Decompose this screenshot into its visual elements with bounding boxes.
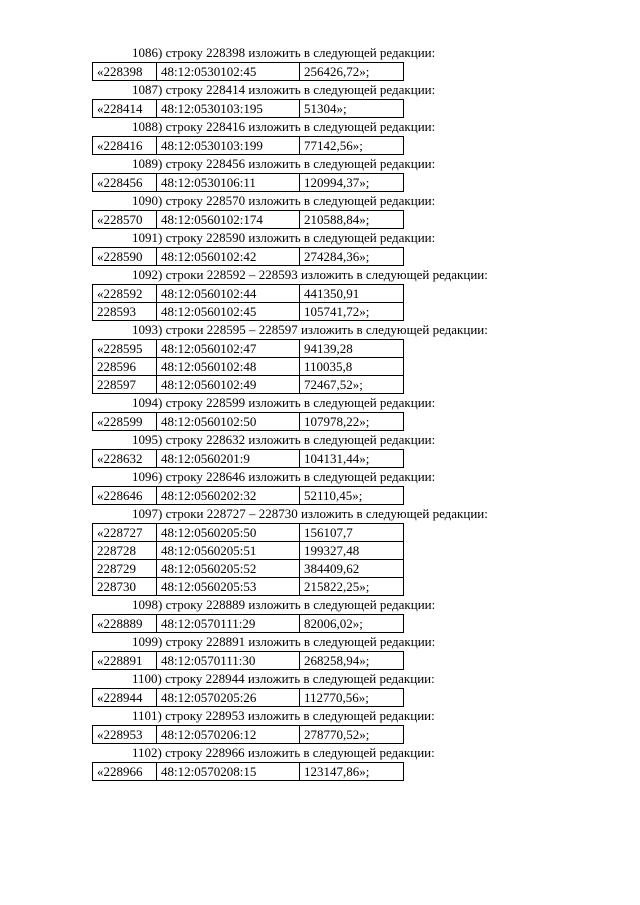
table-row [93, 652, 404, 670]
row-number-cell: «228889 [93, 615, 157, 633]
table-row [93, 487, 404, 505]
table-row [93, 524, 404, 542]
row-number-cell: «228414 [93, 100, 157, 118]
document-page [92, 44, 552, 781]
cadastral-number-cell: 48:12:0560205:51 [157, 542, 300, 560]
amendment-heading: 1095) строку 228632 изложить в следующей редакции: [132, 432, 436, 447]
cadastral-number-cell: 48:12:0530106:11 [157, 174, 300, 192]
amendment-table [92, 210, 404, 229]
row-number-cell: 228730 [93, 578, 157, 596]
amendment-heading: 1100) строку 228944 изложить в следующей редакции: [132, 671, 435, 686]
amendment-table [92, 412, 404, 431]
value-cell: 441350,91 [300, 285, 404, 303]
value-cell: 123147,86»; [300, 763, 404, 781]
amendment-heading: 1092) строки 228592 – 228593 изложить в следующей редакции: [132, 267, 488, 282]
table-row [93, 560, 404, 578]
value-cell: 77142,56»; [300, 137, 404, 155]
table-row [93, 578, 404, 596]
cadastral-number-cell: 48:12:0560205:50 [157, 524, 300, 542]
cadastral-number-cell: 48:12:0560102:50 [157, 413, 300, 431]
amendment-heading: 1096) строку 228646 изложить в следующей редакции: [132, 469, 436, 484]
cadastral-number-cell: 48:12:0530103:199 [157, 137, 300, 155]
row-number-cell: «228632 [93, 450, 157, 468]
row-number-cell: 228729 [93, 560, 157, 578]
row-number-cell: «228570 [93, 211, 157, 229]
amendment-heading: 1090) строку 228570 изложить в следующей редакции: [132, 193, 436, 208]
table-row [93, 211, 404, 229]
row-number-cell: «228891 [93, 652, 157, 670]
amendment-table [92, 99, 404, 118]
value-cell: 268258,94»; [300, 652, 404, 670]
value-cell: 112770,56»; [300, 689, 404, 707]
value-cell: 199327,48 [300, 542, 404, 560]
row-number-cell: «228398 [93, 63, 157, 81]
cadastral-number-cell: 48:12:0560102:44 [157, 285, 300, 303]
amendment-table [92, 486, 404, 505]
amendment-heading: 1094) строку 228599 изложить в следующей редакции: [132, 395, 436, 410]
cadastral-number-cell: 48:12:0570208:15 [157, 763, 300, 781]
value-cell: 274284,36»; [300, 248, 404, 266]
cadastral-number-cell: 48:12:0560102:49 [157, 376, 300, 394]
amendment-table [92, 62, 404, 81]
value-cell: 82006,02»; [300, 615, 404, 633]
row-number-cell: «228727 [93, 524, 157, 542]
amendment-heading: 1089) строку 228456 изложить в следующей редакции: [132, 156, 436, 171]
amendment-table [92, 614, 404, 633]
value-cell: 94139,28 [300, 340, 404, 358]
value-cell: 52110,45»; [300, 487, 404, 505]
cadastral-number-cell: 48:12:0560205:53 [157, 578, 300, 596]
value-cell: 278770,52»; [300, 726, 404, 744]
table-row [93, 248, 404, 266]
value-cell: 72467,52»; [300, 376, 404, 394]
row-number-cell: «228966 [93, 763, 157, 781]
cadastral-number-cell: 48:12:0560205:52 [157, 560, 300, 578]
cadastral-number-cell: 48:12:0560102:48 [157, 358, 300, 376]
amendment-table [92, 523, 404, 596]
amendment-table [92, 725, 404, 744]
row-number-cell: 228593 [93, 303, 157, 321]
amendment-heading: 1101) строку 228953 изложить в следующей редакции: [132, 708, 435, 723]
row-number-cell: «228646 [93, 487, 157, 505]
value-cell: 107978,22»; [300, 413, 404, 431]
value-cell: 215822,25»; [300, 578, 404, 596]
row-number-cell: «228599 [93, 413, 157, 431]
table-row [93, 303, 404, 321]
cadastral-number-cell: 48:12:0570205:26 [157, 689, 300, 707]
table-row [93, 63, 404, 81]
row-number-cell: «228953 [93, 726, 157, 744]
table-row [93, 689, 404, 707]
table-row [93, 100, 404, 118]
table-row [93, 285, 404, 303]
value-cell: 104131,44»; [300, 450, 404, 468]
value-cell: 384409,62 [300, 560, 404, 578]
row-number-cell: «228595 [93, 340, 157, 358]
amendment-table [92, 651, 404, 670]
amendment-heading: 1093) строки 228595 – 228597 изложить в следующей редакции: [132, 322, 488, 337]
cadastral-number-cell: 48:12:0570111:29 [157, 615, 300, 633]
amendment-table [92, 449, 404, 468]
amendment-heading: 1087) строку 228414 изложить в следующей редакции: [132, 82, 436, 97]
cadastral-number-cell: 48:12:0560201:9 [157, 450, 300, 468]
row-number-cell: 228596 [93, 358, 157, 376]
cadastral-number-cell: 48:12:0570206:12 [157, 726, 300, 744]
amendment-table [92, 284, 404, 321]
amendment-heading: 1098) строку 228889 изложить в следующей редакции: [132, 597, 436, 612]
value-cell: 120994,37»; [300, 174, 404, 192]
value-cell: 156107,7 [300, 524, 404, 542]
amendment-heading: 1088) строку 228416 изложить в следующей редакции: [132, 119, 436, 134]
amendment-heading: 1091) строку 228590 изложить в следующей редакции: [132, 230, 436, 245]
row-number-cell: 228728 [93, 542, 157, 560]
table-row [93, 450, 404, 468]
cadastral-number-cell: 48:12:0530102:45 [157, 63, 300, 81]
cadastral-number-cell: 48:12:0560102:47 [157, 340, 300, 358]
table-row [93, 763, 404, 781]
row-number-cell: 228597 [93, 376, 157, 394]
table-row [93, 340, 404, 358]
amendment-heading: 1086) строку 228398 изложить в следующей редакции: [132, 45, 436, 60]
amendment-heading: 1102) строку 228966 изложить в следующей редакции: [132, 745, 435, 760]
cadastral-number-cell: 48:12:0560102:174 [157, 211, 300, 229]
table-row [93, 413, 404, 431]
row-number-cell: «228592 [93, 285, 157, 303]
amendment-table [92, 762, 404, 781]
amendment-table [92, 339, 404, 394]
value-cell: 110035,8 [300, 358, 404, 376]
row-number-cell: «228590 [93, 248, 157, 266]
table-row [93, 137, 404, 155]
row-number-cell: «228944 [93, 689, 157, 707]
amendment-heading: 1097) строки 228727 – 228730 изложить в следующей редакции: [132, 506, 488, 521]
cadastral-number-cell: 48:12:0560102:45 [157, 303, 300, 321]
amendment-heading: 1099) строку 228891 изложить в следующей редакции: [132, 634, 436, 649]
cadastral-number-cell: 48:12:0560102:42 [157, 248, 300, 266]
table-row [93, 726, 404, 744]
cadastral-number-cell: 48:12:0560202:32 [157, 487, 300, 505]
value-cell: 51304»; [300, 100, 404, 118]
table-row [93, 542, 404, 560]
cadastral-number-cell: 48:12:0530103:195 [157, 100, 300, 118]
value-cell: 256426,72»; [300, 63, 404, 81]
cadastral-number-cell: 48:12:0570111:30 [157, 652, 300, 670]
value-cell: 210588,84»; [300, 211, 404, 229]
row-number-cell: «228416 [93, 137, 157, 155]
table-row [93, 376, 404, 394]
amendment-table [92, 173, 404, 192]
amendment-table [92, 247, 404, 266]
value-cell: 105741,72»; [300, 303, 404, 321]
table-row [93, 174, 404, 192]
row-number-cell: «228456 [93, 174, 157, 192]
table-row [93, 615, 404, 633]
table-row [93, 358, 404, 376]
amendment-table [92, 136, 404, 155]
amendment-table [92, 688, 404, 707]
